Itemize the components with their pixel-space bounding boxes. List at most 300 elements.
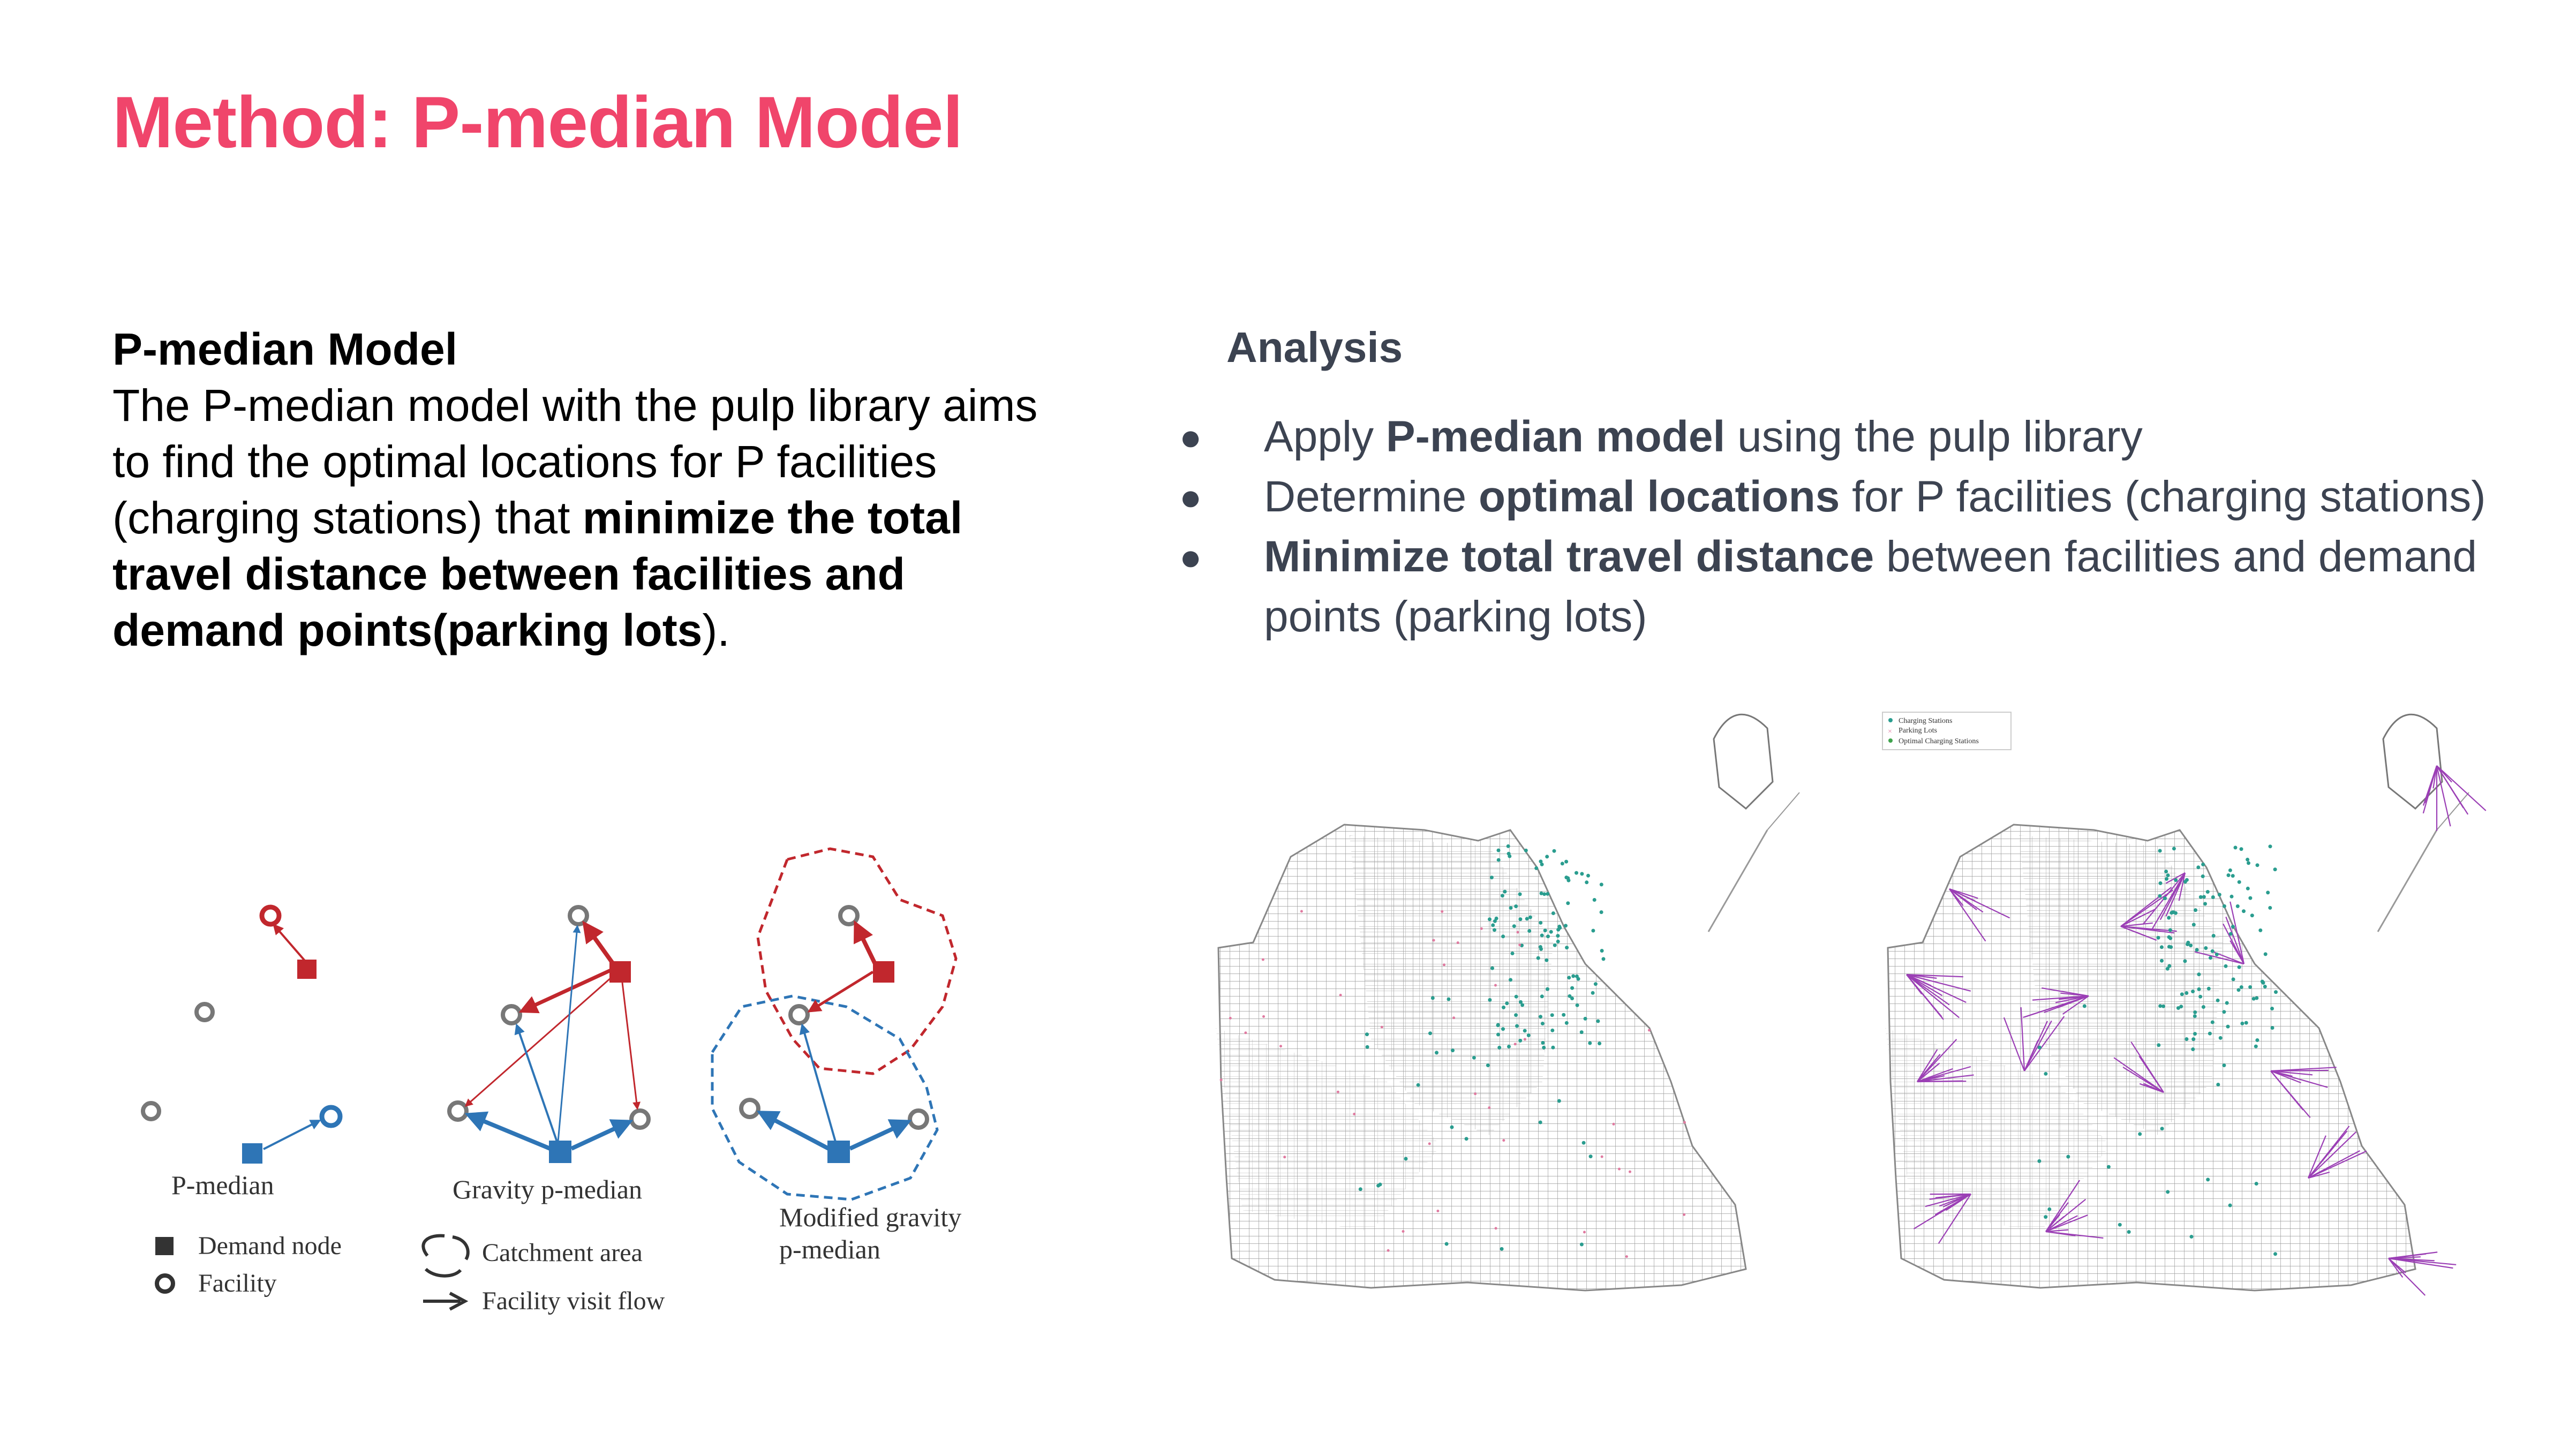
map-marker	[1527, 929, 1531, 933]
map-marker	[1497, 849, 1501, 852]
optimal-legend-marker	[1888, 738, 1893, 743]
map-marker	[2195, 948, 2199, 952]
map-marker	[2264, 952, 2268, 956]
map-marker	[1549, 930, 1553, 934]
demand-node-icon	[827, 1141, 850, 1163]
map-marker	[2224, 964, 2228, 968]
section-heading: P-median Model	[112, 324, 458, 374]
map-marker	[2244, 1021, 2248, 1025]
map-marker	[1450, 1126, 1454, 1129]
map-marker	[2254, 1045, 2258, 1048]
bullet-item	[1168, 467, 2506, 527]
map-marker	[2192, 923, 2196, 926]
map-marker	[1564, 860, 1568, 864]
map-marker	[1474, 1092, 1477, 1095]
map-marker	[1515, 995, 1518, 999]
map-marker	[2258, 929, 2262, 932]
map-marker	[1490, 967, 1494, 970]
map-marker	[2127, 1230, 2131, 1234]
map-marker	[1545, 959, 1548, 962]
map-marker	[1580, 872, 1584, 876]
map-marker	[1507, 844, 1510, 848]
map-marker	[1404, 1157, 1408, 1161]
map-marker	[2160, 959, 2164, 963]
legend-flow-label: Facility visit flow	[482, 1287, 665, 1315]
map-marker	[1540, 994, 1544, 998]
map-marker	[2174, 878, 2178, 882]
demand-node-icon	[609, 961, 631, 983]
bullet-text: for P facilities (charging stations)	[1840, 472, 2486, 521]
map-marker	[1365, 1032, 1369, 1036]
map-marker	[2270, 1007, 2274, 1010]
map-marker	[1571, 974, 1575, 978]
map-marker	[1507, 1045, 1511, 1048]
map-marker	[1539, 1015, 1542, 1018]
map-marker	[1596, 1020, 1600, 1023]
map-marker	[1561, 862, 1564, 865]
map-marker	[2271, 1026, 2274, 1030]
map-marker	[1539, 859, 1542, 863]
assignment-line	[2271, 1070, 2329, 1071]
map-marker	[2185, 1037, 2188, 1041]
map-marker	[2044, 1215, 2047, 1219]
map-marker	[2193, 1032, 2197, 1036]
map-marker	[2180, 992, 2184, 996]
map-marker	[2228, 1204, 2232, 1208]
map-marker	[1564, 924, 1568, 927]
map-marker	[1220, 1078, 1223, 1081]
map-marker	[1457, 941, 1459, 944]
map-marker	[2201, 863, 2205, 866]
map-marker	[1381, 1026, 1383, 1029]
map-marker	[2044, 1072, 2047, 1076]
facility-icon	[322, 1107, 340, 1126]
map-marker	[2166, 1190, 2170, 1194]
bullet-text: between facilities and demand points (parking lots)	[1264, 532, 2477, 641]
map-marker	[2211, 949, 2215, 953]
map-marker	[1503, 890, 1507, 894]
map-marker	[1580, 1243, 1584, 1247]
map-marker	[1543, 929, 1547, 932]
map-marker	[2211, 1021, 2215, 1024]
map-marker	[2250, 914, 2254, 917]
map-marker	[1502, 1006, 1505, 1009]
map-marker	[1541, 1041, 1545, 1045]
map-marker	[2231, 874, 2235, 878]
map-marker	[1546, 934, 1550, 938]
facility-icon	[262, 907, 279, 924]
map-marker	[2107, 1165, 2111, 1169]
map-marker	[2219, 1036, 2223, 1040]
map-marker	[2193, 1010, 2197, 1014]
map-marker	[2164, 870, 2168, 873]
map-marker	[1337, 1091, 1339, 1093]
map-marker	[2222, 1063, 2226, 1067]
map-marker	[1493, 928, 1496, 932]
map-marker	[2191, 1047, 2195, 1051]
map-marker	[2234, 846, 2238, 849]
map-marker	[1584, 1017, 1587, 1021]
map-marker	[2160, 1127, 2164, 1130]
map-marker	[1509, 978, 1512, 982]
map-marker	[2157, 936, 2160, 940]
map-marker	[2209, 956, 2212, 960]
description-emphasis: minimize the total travel distance between facilities and demand points(parking lots	[112, 493, 963, 655]
map-marker	[2232, 977, 2235, 981]
map-marker	[1495, 1227, 1497, 1229]
map-marker	[1528, 916, 1532, 919]
map-marker	[1509, 906, 1513, 910]
map-marker	[1445, 1242, 1449, 1246]
map-marker	[1283, 1156, 1286, 1158]
map-marker	[1576, 1003, 1579, 1007]
map-marker	[2190, 1235, 2194, 1239]
map-marker	[2255, 1038, 2259, 1042]
map-marker	[2223, 904, 2226, 908]
map-marker	[2157, 1043, 2160, 1047]
map-marker	[1359, 1187, 1362, 1191]
map-marker	[1546, 892, 1549, 896]
map-marker	[2172, 910, 2175, 914]
map-marker	[2198, 995, 2202, 999]
map-marker	[1441, 910, 1443, 913]
sf-maps	[1210, 696, 2506, 1312]
map-marker	[2186, 942, 2189, 946]
map-marker	[1491, 923, 1495, 927]
map-marker	[1428, 1142, 1431, 1145]
map-marker	[2159, 881, 2163, 885]
bullet-text: using the pulp library	[1725, 412, 2143, 461]
map-marker	[2237, 988, 2241, 992]
map-marker	[1594, 982, 1598, 986]
map-marker	[2183, 959, 2187, 963]
map-marker	[1524, 849, 1528, 852]
map-marker	[1451, 1048, 1455, 1052]
map-marker	[1591, 991, 1595, 995]
map-marker	[2066, 1155, 2070, 1159]
map-marker	[1589, 1154, 1593, 1158]
map-marker	[2238, 965, 2241, 969]
map-marker	[2199, 895, 2203, 899]
map-marker	[1447, 998, 1451, 1001]
legend-facility-label: Facility	[198, 1269, 277, 1297]
map-marker	[1497, 858, 1501, 862]
map-marker	[2226, 1025, 2230, 1029]
facility-icon	[840, 907, 857, 924]
bullet-emphasis: Minimize total travel distance	[1264, 532, 1874, 581]
legend-charging: Charging Stations	[1899, 717, 1953, 725]
legend-catchment-label: Catchment area	[482, 1239, 643, 1267]
map-marker	[1501, 1027, 1505, 1031]
map-marker	[2166, 967, 2170, 971]
map-marker	[2246, 887, 2250, 890]
map-marker	[2216, 1083, 2220, 1086]
map-marker	[2161, 1005, 2165, 1008]
map-marker	[2218, 893, 2221, 896]
map-marker	[1542, 892, 1546, 896]
map-marker	[1379, 1183, 1382, 1187]
map-marker	[1683, 1213, 1685, 1216]
map-marker	[2247, 861, 2250, 865]
map-marker	[2202, 895, 2206, 899]
map-marker	[1279, 1045, 1282, 1047]
slide-title: Method: P-median Model	[112, 81, 963, 163]
map-marker	[2138, 1132, 2142, 1136]
map-marker	[2229, 932, 2233, 936]
map-marker	[1629, 1171, 1631, 1173]
modified-gravity-label-1: Modified gravity	[779, 1202, 962, 1232]
map-marker	[2206, 890, 2210, 894]
pmedian-panel	[143, 907, 340, 1200]
facility-icon	[570, 907, 587, 924]
map-marker	[1625, 1255, 1628, 1258]
map-marker	[1613, 1123, 1615, 1126]
map-marker	[1553, 944, 1557, 947]
map-marker	[1511, 952, 1515, 955]
catchment-legend-icon	[423, 1236, 468, 1276]
map-marker	[1546, 987, 1549, 991]
map-marker	[1229, 1017, 1232, 1020]
facility-icon	[143, 1103, 159, 1119]
map-marker	[1618, 1168, 1621, 1171]
map-marker	[1539, 921, 1542, 925]
map-marker	[2211, 895, 2215, 899]
map-marker	[1575, 871, 1578, 875]
map-marker	[1514, 904, 1518, 908]
map-marker	[2197, 972, 2201, 976]
facility-legend-icon	[157, 1276, 173, 1292]
map-marker	[2168, 928, 2172, 932]
map-marker	[1480, 927, 1483, 930]
map-marker	[2167, 945, 2171, 949]
map-marker	[1262, 1015, 1265, 1018]
map-marker	[2248, 896, 2252, 900]
map-marker	[2208, 1032, 2212, 1036]
bullet-emphasis: P-median model	[1385, 412, 1726, 461]
map-marker	[2158, 894, 2162, 898]
demand-node-icon	[297, 960, 317, 979]
modified-gravity-panel	[712, 849, 961, 1264]
bullet-text: Determine	[1264, 472, 1479, 521]
map-marker	[1488, 1106, 1490, 1109]
map-marker	[1583, 1231, 1586, 1234]
map-marker	[2047, 1208, 2051, 1211]
map-marker	[2238, 880, 2241, 884]
map-marker	[1586, 874, 1590, 878]
map-marker	[1575, 975, 1579, 978]
map-marker	[1525, 917, 1529, 920]
map-marker	[2261, 980, 2264, 984]
map-marker	[1514, 1043, 1517, 1045]
map-marker	[1602, 957, 1606, 961]
map-marker	[2263, 985, 2267, 988]
bullet-dot-icon: ●	[1179, 536, 1202, 578]
assignment-line	[2437, 766, 2451, 826]
map-marker	[2230, 895, 2234, 899]
facility-icon	[741, 1100, 758, 1117]
map-marker	[1550, 1013, 1554, 1017]
map-marker	[1534, 866, 1538, 870]
map-marker	[1488, 998, 1492, 1002]
map-marker	[1500, 1247, 1504, 1251]
map-marker	[1551, 911, 1555, 915]
map-marker	[1539, 1121, 1542, 1125]
map-marker	[2225, 1001, 2229, 1005]
map-marker	[1472, 1056, 1476, 1060]
map-marker	[1507, 852, 1511, 856]
map-marker	[1557, 925, 1561, 929]
map-marker	[2191, 990, 2195, 993]
map-marker	[2207, 987, 2211, 991]
map-marker	[1600, 949, 1604, 953]
gravity-pmedian-panel	[449, 907, 649, 1204]
map-marker	[1683, 1121, 1686, 1124]
catchment-area-red	[758, 849, 956, 1074]
map-marker	[1565, 946, 1569, 949]
map-marker	[2274, 990, 2278, 994]
legend-demand-label: Demand node	[198, 1232, 342, 1260]
bullet-text: Apply	[1264, 412, 1386, 461]
map-marker	[1523, 1029, 1527, 1032]
map-marker	[2163, 896, 2167, 900]
description-block	[112, 321, 1076, 659]
map-marker	[1501, 934, 1505, 938]
map-marker	[2227, 873, 2231, 877]
map-marker	[2268, 906, 2272, 910]
map-marker	[1496, 1023, 1500, 1027]
facility-icon	[449, 1103, 466, 1120]
map-marker	[1539, 945, 1542, 949]
treasure-island-left	[1714, 714, 1773, 809]
map-marker	[1591, 929, 1595, 933]
map-marker	[1541, 1022, 1545, 1025]
assignment-line	[1917, 1081, 1963, 1082]
map-marker	[1497, 1046, 1501, 1050]
facility-icon	[790, 1006, 808, 1023]
map-marker	[1339, 994, 1342, 997]
bullet-emphasis: optimal locations	[1479, 472, 1840, 521]
map-right	[1882, 712, 2486, 1295]
map-marker	[1518, 892, 1522, 896]
map-marker	[1585, 880, 1588, 884]
map-marker	[1465, 1137, 1468, 1141]
map-marker	[1417, 1083, 1420, 1087]
map-marker	[2185, 878, 2189, 882]
pmedian-comparison-diagram	[123, 830, 1034, 1339]
map-marker	[1518, 1039, 1522, 1043]
map-marker	[2202, 1005, 2205, 1009]
map-marker	[2273, 867, 2277, 871]
map-marker	[1428, 1031, 1432, 1035]
map-marker	[2165, 877, 2168, 881]
map-marker	[1402, 1230, 1405, 1233]
demand-node-legend-icon	[155, 1237, 174, 1255]
map-marker	[2191, 1037, 2195, 1041]
map-marker	[1562, 1013, 1565, 1017]
pmedian-label: P-median	[171, 1170, 274, 1200]
map-marker	[2212, 934, 2216, 938]
map-marker	[1505, 1001, 1509, 1005]
map-marker	[2255, 996, 2258, 1000]
map-marker	[2228, 869, 2232, 872]
map-marker	[2185, 991, 2188, 995]
map-marker	[2255, 1182, 2258, 1186]
map-marker	[1551, 1046, 1555, 1050]
map-marker	[1244, 1031, 1247, 1034]
map-marker	[2240, 985, 2243, 989]
map-marker	[1557, 1099, 1561, 1103]
bullet-dot-icon: ●	[1179, 416, 1202, 458]
map-marker	[1353, 1113, 1355, 1115]
map-marker	[1433, 939, 1435, 942]
legend-parking: Parking Lots	[1899, 727, 1937, 735]
map-marker	[1601, 1156, 1603, 1158]
map-marker	[2240, 847, 2243, 851]
map-marker	[2118, 1223, 2122, 1227]
charging-legend-marker	[1888, 718, 1893, 722]
map-marker	[1598, 1042, 1601, 1045]
map-marker	[2216, 999, 2220, 1002]
map-marker	[2194, 908, 2197, 912]
description-end: ).	[702, 605, 730, 655]
map-marker	[1556, 934, 1560, 938]
analysis-bullet-list	[1168, 407, 2506, 647]
map-marker	[2222, 1010, 2226, 1014]
map-marker	[1566, 879, 1570, 882]
map-marker	[2269, 844, 2272, 848]
map-marker	[2167, 916, 2171, 920]
map-marker	[1527, 1033, 1531, 1037]
map-marker	[1542, 1046, 1546, 1050]
map-marker	[2203, 902, 2207, 905]
map-marker	[2037, 1159, 2041, 1163]
map-marker	[1435, 1051, 1438, 1054]
map-left	[1216, 714, 1799, 1290]
map-marker	[1570, 986, 1574, 990]
map-marker	[2236, 904, 2240, 908]
map-marker	[1436, 1210, 1439, 1212]
map-marker	[1300, 910, 1303, 912]
map-marker	[1600, 882, 1603, 886]
map-marker	[1486, 1063, 1490, 1067]
map-marker	[1518, 944, 1521, 946]
map-marker	[1545, 855, 1549, 858]
map-marker	[2231, 925, 2235, 929]
facility-icon	[503, 1006, 520, 1023]
map-marker	[1366, 1045, 1369, 1049]
map-marker	[2160, 945, 2164, 949]
map-marker	[1588, 1042, 1592, 1045]
treasure-island-right	[2383, 714, 2442, 809]
map-marker	[1452, 1016, 1455, 1019]
map-marker	[2201, 874, 2205, 878]
bullet-dot-icon: ●	[1179, 476, 1202, 518]
bullet-item	[1168, 527, 2506, 647]
facility-icon	[631, 1111, 649, 1128]
map-marker	[1493, 919, 1497, 923]
map-marker	[1518, 917, 1522, 921]
map-marker	[2167, 935, 2171, 939]
map-marker	[1517, 931, 1519, 933]
map-marker	[1496, 1033, 1500, 1037]
map-marker	[2172, 847, 2176, 850]
map-marker	[1514, 1013, 1518, 1017]
map-marker	[1600, 910, 1603, 914]
map-marker	[2193, 1014, 2197, 1018]
diagram-legend	[155, 1232, 665, 1315]
demand-node-icon	[242, 1143, 262, 1164]
map-marker	[2083, 1004, 2087, 1008]
